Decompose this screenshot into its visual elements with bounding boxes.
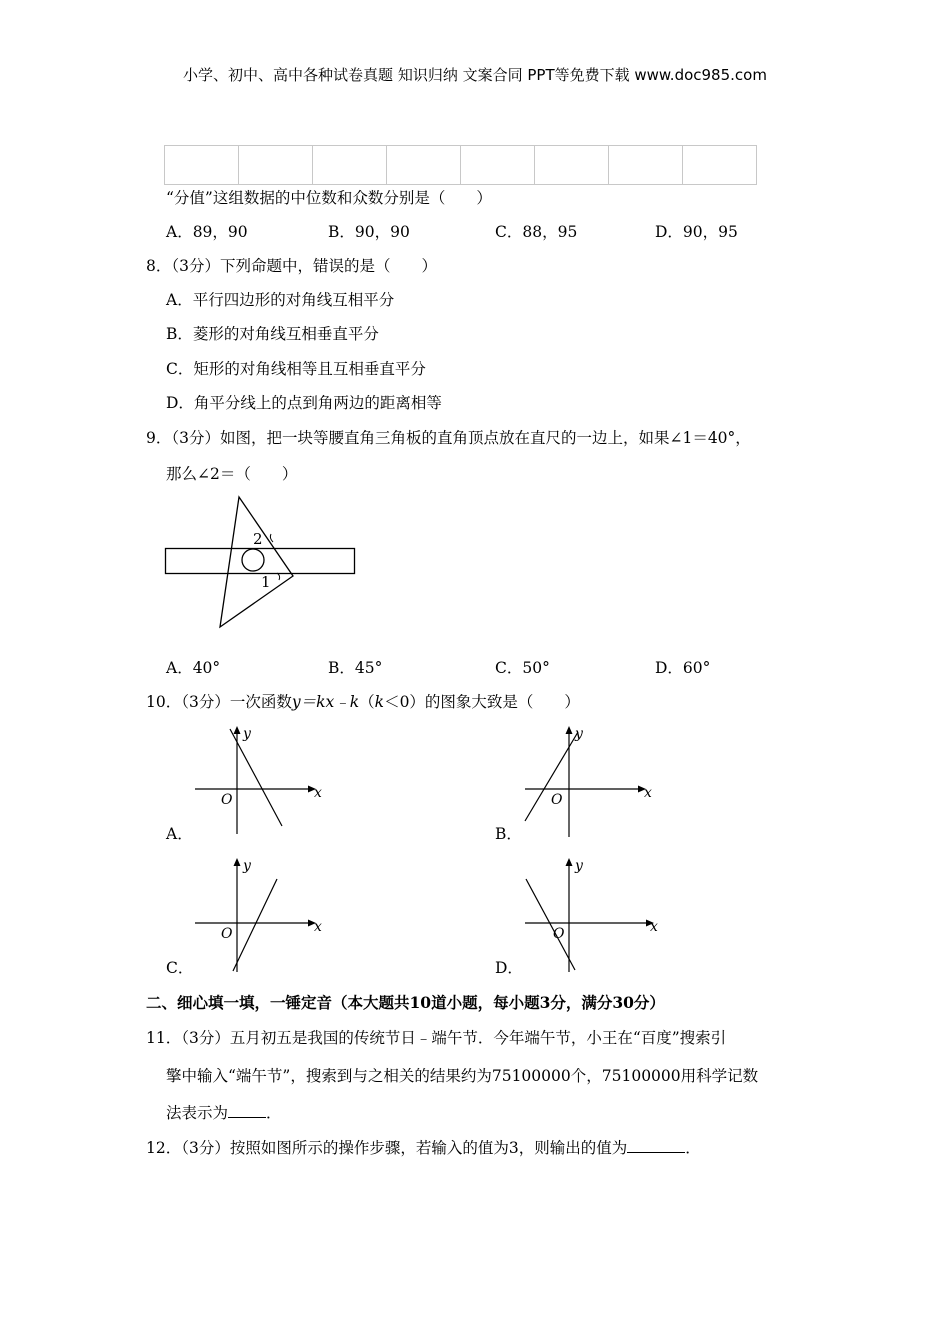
q9-option-b: B．45° [328,659,383,677]
y-axis-label: y [243,726,251,742]
q7-stem: “分值”这组数据的中位数和众数分别是（ ） [166,189,492,207]
table-cell [165,146,239,185]
angle-2-label: 2 [253,530,263,548]
q7-option-d: D．90，95 [655,223,738,241]
q10-cond-var: k [374,693,385,711]
q10-stem-prefix: 10．（3分）一次函数 [146,693,292,711]
q8-option-b: B．菱形的对角线互相垂直平分 [166,325,379,343]
graph-line [233,879,277,971]
q7-option-a: A．89，90 [166,223,248,241]
y-axis-label: y [243,858,251,874]
q7-option-c: C．88，95 [495,223,578,241]
table-cell [239,146,313,185]
origin-label: O [551,792,563,808]
circle-hole [242,549,264,571]
graph-a [190,722,340,837]
y-arrow-icon [566,858,573,866]
x-axis-label: x [314,919,322,935]
q10-stem-mid: （ [359,693,375,711]
angle-1-label: 1 [261,573,271,591]
q11-line3-prefix: 法表示为 [166,1104,229,1122]
y-arrow-icon [234,858,241,866]
q7-option-b: B．90，90 [328,223,410,241]
q9-option-c: C．50° [495,659,550,677]
x-axis-label: x [314,785,322,801]
graph-b [520,722,670,837]
origin-label: O [221,792,233,808]
page-header: 小学、初中、高中各种试卷真题 知识归纳 文案合同 PPT等免费下载 www.doc985.com [183,66,767,84]
q8-option-d: D．角平分线上的点到角两边的距离相等 [166,394,442,412]
q10-option-c: C． [166,959,194,977]
q11-line1: 11．（3分）五月初五是我国的传统节日﹣端午节．今年端午节，小王在“百度”搜索引 [146,1029,727,1047]
origin-label: O [553,926,565,942]
x-axis-label: x [644,785,652,801]
q12-prefix: 12．（3分）按照如图所示的操作步骤，若输入的值为3，则输出的值为 [146,1139,628,1157]
q10-formula: y＝kx﹣k [291,693,360,711]
q11-line2: 擎中输入“端午节”，搜索到与之相关的结果约为75100000个，75100000用科学记数 [166,1067,759,1085]
table-cell [683,146,757,185]
section-2-heading: 二、细心填一填，一锤定音（本大题共10道小题，每小题3分，满分30分） [146,993,665,1012]
y-axis-label: y [575,726,583,742]
q8-stem: 8．（3分）下列命题中，错误的是（ ） [146,257,437,275]
q10-option-a: A． [166,825,193,843]
q11-line3 [166,1103,282,1123]
y-axis-label: y [575,858,583,874]
origin-label: O [221,926,233,942]
q12-suffix: ． [685,1139,701,1157]
q9-stem-line2: 那么∠2＝（ ） [166,465,298,483]
table-cell [461,146,535,185]
q9-option-d: D．60° [655,659,711,677]
y-arrow-icon [234,726,241,734]
q10-stem [146,692,580,712]
q9-option-a: A．40° [166,659,221,677]
graph-line [526,879,575,970]
q11-answer-blank [228,1103,266,1118]
table-cell [387,146,461,185]
q8-option-a: A．平行四边形的对角线互相平分 [166,291,395,309]
table-row [165,146,757,185]
q12-stem [146,1138,701,1158]
graph-d [520,852,670,974]
angle-2-arc [270,534,273,542]
q11-line3-suffix: ． [266,1104,282,1122]
graph-c [190,852,340,974]
table-cell [313,146,387,185]
score-table [164,145,757,185]
q12-answer-blank [627,1138,685,1153]
q10-option-d: D． [495,959,523,977]
q10-stem-suffix: ＜0）的图象大致是（ ） [384,693,580,711]
ruler-triangle-figure [160,492,365,634]
table-cell [535,146,609,185]
q10-option-b: B． [495,825,522,843]
table-cell [609,146,683,185]
q8-option-c: C．矩形的对角线相等且互相垂直平分 [166,360,426,378]
triangle-shape [220,497,293,627]
x-axis-label: x [650,919,658,935]
q9-stem-line1: 9．（3分）如图，把一块等腰直角三角板的直角顶点放在直尺的一边上，如果∠1＝40°， [146,429,751,447]
y-arrow-icon [566,726,573,734]
graph-line [230,729,282,826]
